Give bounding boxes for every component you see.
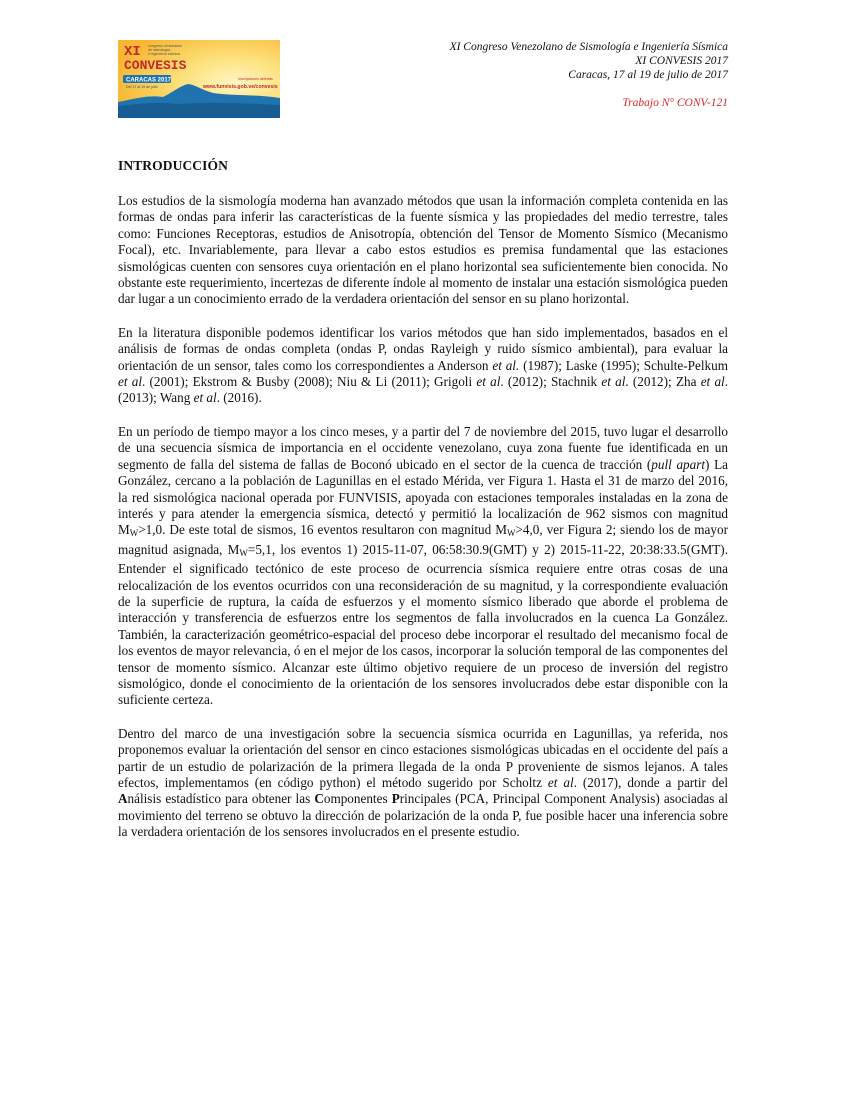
p2-text: . (2012); Zha — [625, 374, 701, 390]
p4-text: . (2017), donde a partir del — [573, 775, 728, 790]
p2-text: . (2013); Wang — [118, 374, 728, 406]
logo-url: www.funvisis.gob.ve/convesis — [203, 84, 278, 90]
p3-pull-apart: pull apart — [651, 456, 706, 472]
conference-header — [450, 40, 728, 110]
header-edition: XI CONVESIS 2017 — [635, 55, 728, 67]
logo-dates: Del 17 al 19 de julio — [126, 85, 158, 89]
p3-text: >4,0, ver Figura 2; siendo los de mayor magnitud asignada, M — [118, 522, 728, 557]
section-title: INTRODUCCIÓN — [118, 158, 228, 173]
magnitude-subscript: W — [506, 528, 516, 539]
logo-tagline-3: e ingeniería sísmica — [148, 52, 180, 56]
paper-body — [118, 158, 728, 858]
p3-text: >1,0. De este total de sismos, 16 eventos resultaron con magnitud M — [138, 522, 507, 538]
p2-etal: et al — [476, 374, 501, 390]
logo-title: XI — [124, 44, 141, 60]
p3-text: En un período de tiempo mayor a los cinco meses, y a partir del 7 de noviembre del 2015, tuvo lugar el desarrollo de una secuencia sísmica de importancia en el occidente venezolano, cuya zona fuente fue identificada en un segmento de falla del sistema de fallas de Boconó ubicado en el sector de la cuenca de tracción ( — [118, 423, 728, 472]
p4-text: nálisis estadístico para obtener las — [127, 791, 315, 807]
p4-etal: et al — [547, 775, 574, 790]
p2-text: . (2012); Stachnik — [500, 374, 602, 390]
p4-bold-letter: P — [391, 791, 400, 807]
p4-bold-letter: A — [118, 791, 128, 807]
p4-text: rincipales (PCA, Principal Component Analysis) asociadas al movimiento del terreno se obtuvo la dirección de polarización de la onda P, fue posible hacer una inferencia sobre la verdadera orientación de los sensores involucrados en el presente estudio. — [118, 791, 728, 840]
header-paper-number: Trabajo N° CONV-121 — [622, 97, 728, 109]
logo-tagline-2: de sismología — [148, 48, 171, 52]
magnitude-subscript: W — [129, 528, 139, 539]
paragraph-2 — [118, 325, 728, 407]
p3-text: =5,1, los eventos 1) 2015-11-07, 06:58:30.9(GMT) y 2) 2015-11-22, 20:38:33.5(GMT). Entender el significado tectónico de este proceso de ocurrencia sísmica requiere entre otras cosas de una relocalización de los eventos ocurridos con una reconsideración de su magnitud, y la correspondiente evaluación de la superficie de ruptura, la caída de esfuerzos y el momento sísmico liberado que aborde el problema de interacción y transferencia de esfuerzos entre los segmentos de falla involucrados en la cuenca La González. También, la caracterización geométrico-espacial del proceso debe incorporar el resultado del mecanismo focal de los eventos de mayor relevancia, ó en el mejor de los casos, incorporar la solución temporal de las componentes del tensor de momento sísmico. Alcanzar este último objetivo requiere de un proceso de inversión del registro sismológico, donde el conocimiento de la orientación de los sensores involucrados debe estar disponible con la suficiente certeza. — [118, 541, 728, 708]
p2-etal: et al — [193, 390, 217, 406]
p2-text: En la literatura disponible podemos identificar los varios métodos que han sido implementados, basados en el análisis de formas de ondas completa (ondas P, ondas Rayleigh y ruido sísmico ambiental), para evaluar la orientación de un sensor, tales como los correspondientes a Anderson — [118, 324, 728, 373]
logo-tagline-1: congreso venezolano — [148, 44, 183, 48]
p4-text: Dentro del marco de una investigación sobre la secuencia sísmica ocurrida en Lagunillas, ya referida, nos proponemos evaluar la orientación del sensor en cinco estaciones sismológicas ubicadas en el occidente del país a partir de un estudio de polarización de la primera llegada de la onda P proveniente de sismos lejanos. A tales efectos, implementamos (en código python) el método sugerido por Scholtz — [118, 725, 728, 790]
p2-etal: et al — [601, 374, 626, 390]
p3-text: ) La González, cercano a la población de Lagunillas en el estado Mérida, ver Figura 1. Hasta el 31 de marzo del 2016, la red sismológica nacional operada por FUNVISIS, apoyada con estaciones temporales instaladas en la zona de interés y para atender la emergencia sísmica, detectó y permitió la localización de 962 sismos con magnitud M — [118, 456, 728, 538]
p4-bold-letter: C — [314, 791, 324, 807]
p2-text: (1987); Laske (1995); Schulte-Pelkum — [519, 357, 728, 373]
logo-url-note: Inscripciones abiertas — [238, 77, 273, 81]
logo-city: CARACAS 2017 — [126, 77, 172, 84]
header-place-dates: Caracas, 17 al 19 de julio de 2017 — [568, 69, 728, 81]
p2-etal: et al. — [492, 357, 520, 373]
paragraph-4 — [118, 726, 728, 841]
p2-text: . (2001); Ekstrom & Busby (2008); Niu & Li (2011); Grigoli — [142, 374, 477, 390]
p2-etal: et al — [118, 374, 143, 390]
magnitude-subscript: W — [239, 547, 248, 558]
paragraph-1: Los estudios de la sismología moderna han avanzado métodos que usan la información completa contenida en las formas de ondas para inferir las características de la fuente sísmica y las propiedades del medio terrestre, tales como: Funciones Receptoras, estudios de Anisotropía, obtención del Tensor de Momento Sísmico (Mecanismo Focal), etc. Invariablemente, para llevar a cabo estos estudios es premisa fundamental que las estaciones sismológicas cuenten con sensores cuya orientación en el plano horizontal sea suficientemente bien conocida. No obstante este requerimiento, incertezas de diferente índole al momento de instalar una estación sismológica pueden dar lugar a un conocimiento errado de la verdadera orientación del sensor en su plano horizontal. — [118, 193, 728, 307]
header-congress: XI Congreso Venezolano de Sismología e Ingeniería Sísmica — [449, 41, 728, 53]
p2-text: . (2016). — [216, 390, 262, 406]
p2-etal: et al — [700, 374, 725, 390]
logo-name: CONVESIS — [124, 58, 187, 73]
p4-text: omponentes — [323, 791, 392, 807]
paragraph-3 — [118, 424, 728, 709]
convesis-logo — [118, 40, 280, 118]
